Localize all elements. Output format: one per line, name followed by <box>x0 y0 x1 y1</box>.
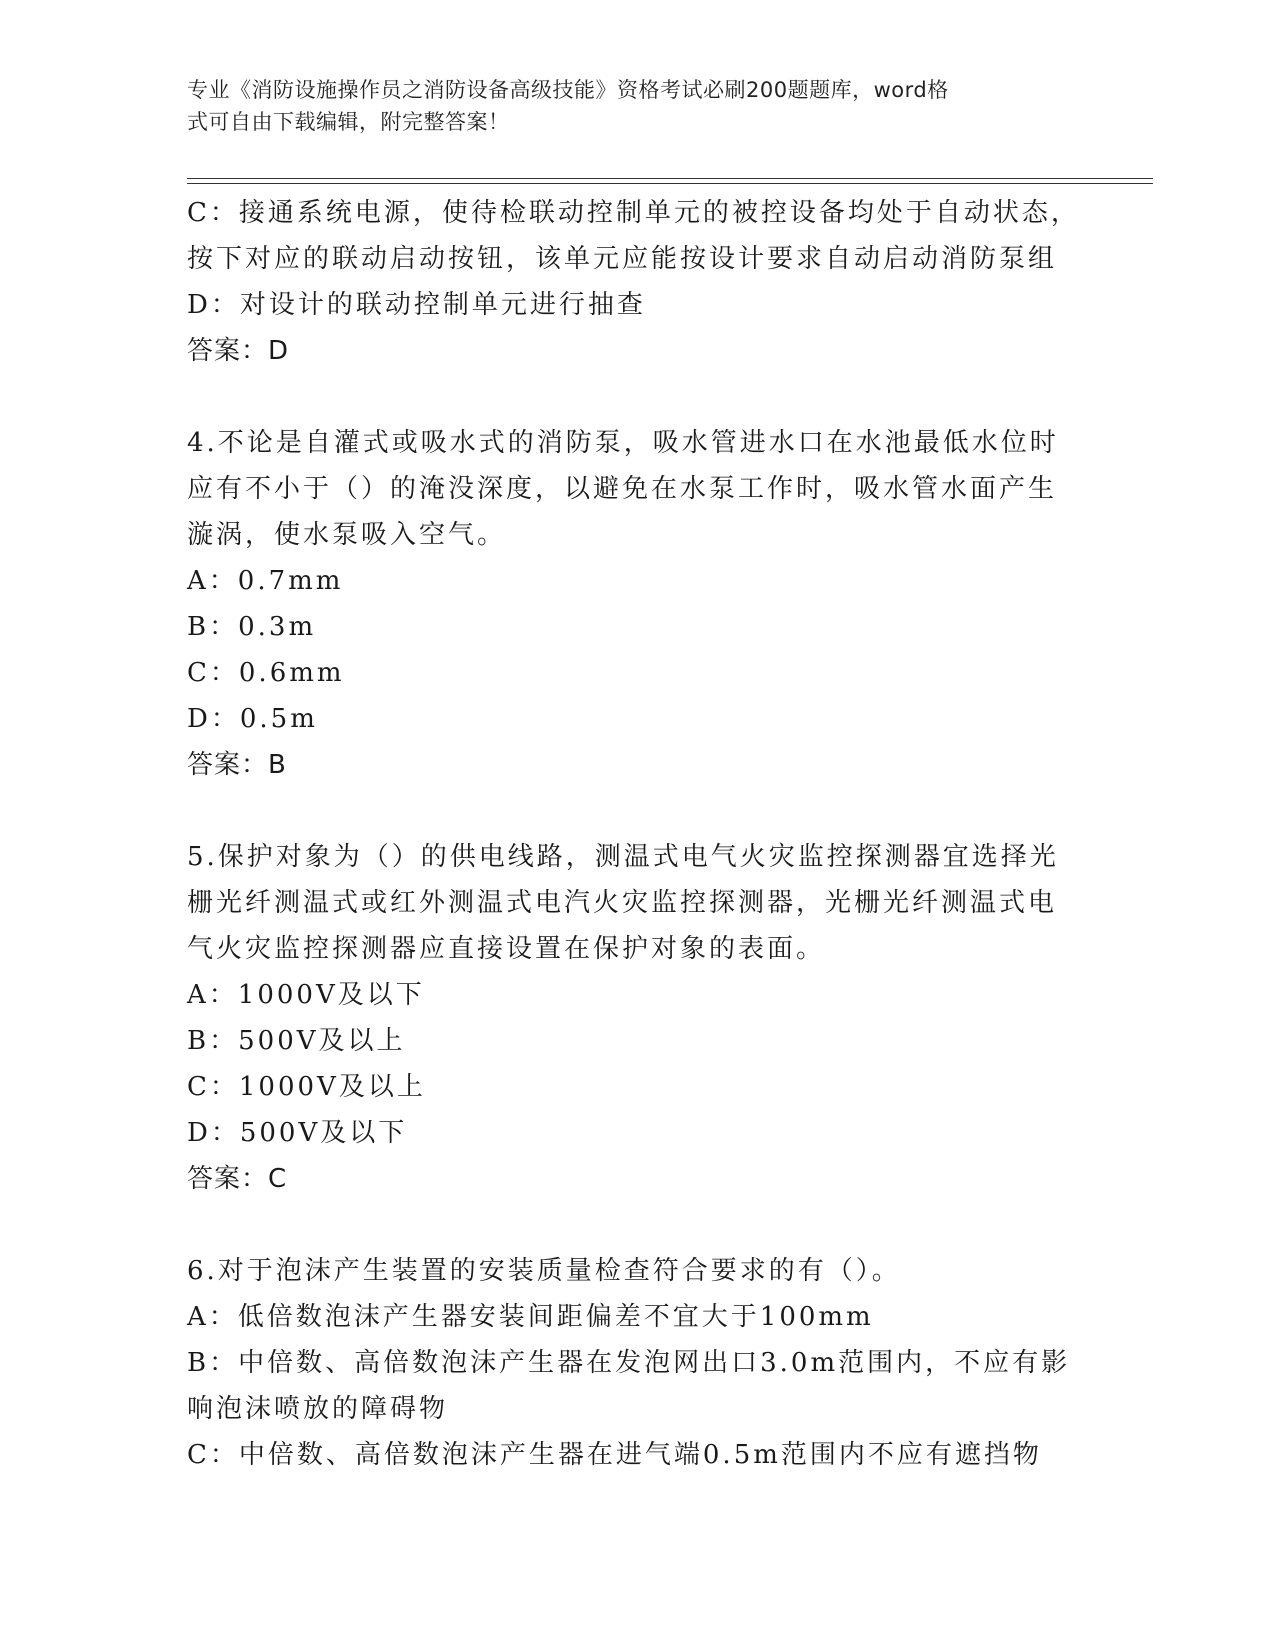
document-header <box>187 74 1087 138</box>
question-5 <box>187 834 1087 1202</box>
option-a: A：0.7mm <box>187 566 344 596</box>
option-a: A：1000V及以下 <box>187 980 425 1010</box>
header-divider-bottom <box>187 183 1153 184</box>
question-stem: 5.保护对象为（）的供电线路，测温式电气火灾监控探测器宜选择光 <box>187 842 1059 872</box>
option-d: D：对设计的联动控制单元进行抽查 <box>187 290 646 320</box>
answer: 答案：B <box>187 750 287 780</box>
option-d: D：500V及以下 <box>187 1118 408 1148</box>
question-stem: 6.对于泡沫产生装置的安装质量检查符合要求的有（）。 <box>187 1256 901 1286</box>
question-stem-continued: 栅光纤测温式或红外测温式电汽火灾监控探测器，光栅光纤测温式电 <box>187 888 1058 918</box>
option-b: B：500V及以上 <box>187 1026 406 1056</box>
option-d: D：0.5m <box>187 704 318 734</box>
option-c: C：接通系统电源，使待检联动控制单元的被控设备均处于自动状态， <box>187 198 1080 228</box>
option-c: C：1000V及以上 <box>187 1072 426 1102</box>
header-line-1: 专业《消防设施操作员之消防设备高级技能》资格考试必刷200题题库，word格 <box>187 78 949 102</box>
option-b-continued: 响泡沫喷放的障碍物 <box>187 1394 449 1424</box>
header-divider-top <box>187 178 1153 179</box>
spacer <box>187 788 1087 834</box>
option-c: C：0.6mm <box>187 658 345 688</box>
question-3-tail <box>187 190 1087 374</box>
question-stem-continued: 应有不小于（）的淹没深度，以避免在水泵工作时，吸水管水面产生 <box>187 474 1058 504</box>
option-c: C：中倍数、高倍数泡沫产生器在进气端0.5m范围内不应有遮挡物 <box>187 1440 1042 1470</box>
spacer <box>187 1202 1087 1248</box>
option-b: B：0.3m <box>187 612 317 642</box>
option-c-continued: 按下对应的联动启动按钮，该单元应能按设计要求自动启动消防泵组 <box>187 244 1058 274</box>
question-stem-continued: 气火灾监控探测器应直接设置在保护对象的表面。 <box>187 934 826 964</box>
answer: 答案：D <box>187 336 290 366</box>
question-stem: 4.不论是自灌式或吸水式的消防泵，吸水管进水口在水池最低水位时 <box>187 428 1059 458</box>
question-6 <box>187 1248 1087 1478</box>
option-b: B：中倍数、高倍数泡沫产生器在发泡网出口3.0m范围内，不应有影 <box>187 1348 1071 1378</box>
option-a: A：低倍数泡沫产生器安装间距偏差不宜大于100mm <box>187 1302 874 1332</box>
question-stem-continued: 漩涡，使水泵吸入空气。 <box>187 520 507 550</box>
question-4 <box>187 420 1087 788</box>
spacer <box>187 374 1087 420</box>
header-line-2: 式可自由下载编辑，附完整答案！ <box>187 110 510 134</box>
question-content <box>187 190 1087 1478</box>
answer: 答案：C <box>187 1164 288 1194</box>
